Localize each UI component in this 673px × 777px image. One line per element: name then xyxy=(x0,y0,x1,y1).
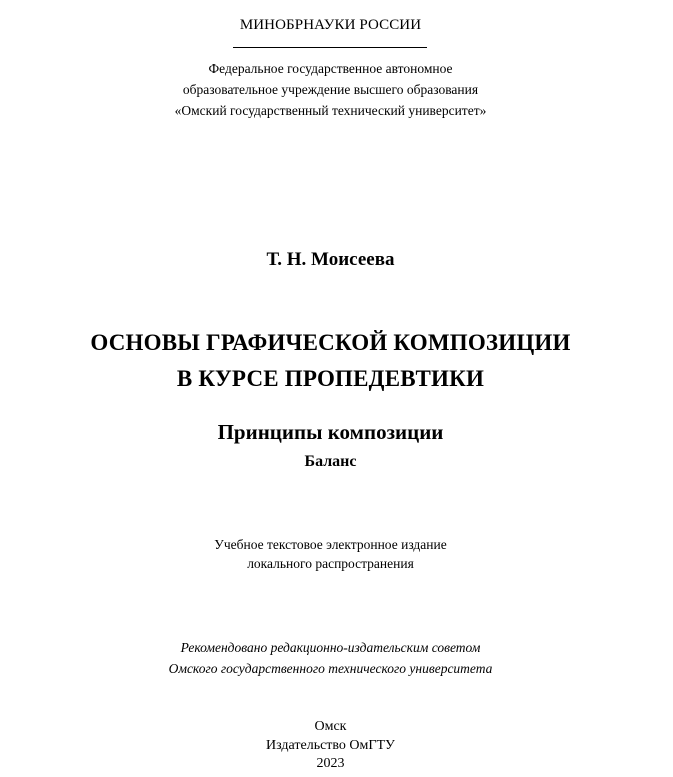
edition-line: Учебное текстовое электронное издание xyxy=(214,537,447,552)
imprint-city: Омск xyxy=(314,719,347,734)
book-subtitle: Принципы композиции xyxy=(217,420,444,444)
imprint-publisher: Издательство ОмГТУ xyxy=(266,738,395,753)
book-title-line: В КУРСЕ ПРОПЕДЕВТИКИ xyxy=(176,366,485,391)
organization-line: «Омский государственный технический университет» xyxy=(174,103,487,118)
recommendation-line: Омского государственного технического университета xyxy=(168,661,493,676)
imprint-year: 2023 xyxy=(316,756,345,771)
ministry-name: МИНОБРНАУКИ РОССИИ xyxy=(239,17,422,33)
organization-line: образовательное учреждение высшего образования xyxy=(182,82,479,97)
edition-line: локального распространения xyxy=(247,556,414,571)
organization-line: Федеральное государственное автономное xyxy=(208,61,453,76)
recommendation-line: Рекомендовано редакционно-издательским советом xyxy=(180,640,481,655)
header-divider xyxy=(233,47,427,48)
book-section: Баланс xyxy=(304,453,357,470)
author-name: Т. Н. Моисеева xyxy=(266,249,395,270)
book-title-line: ОСНОВЫ ГРАФИЧЕСКОЙ КОМПОЗИЦИИ xyxy=(90,330,571,355)
